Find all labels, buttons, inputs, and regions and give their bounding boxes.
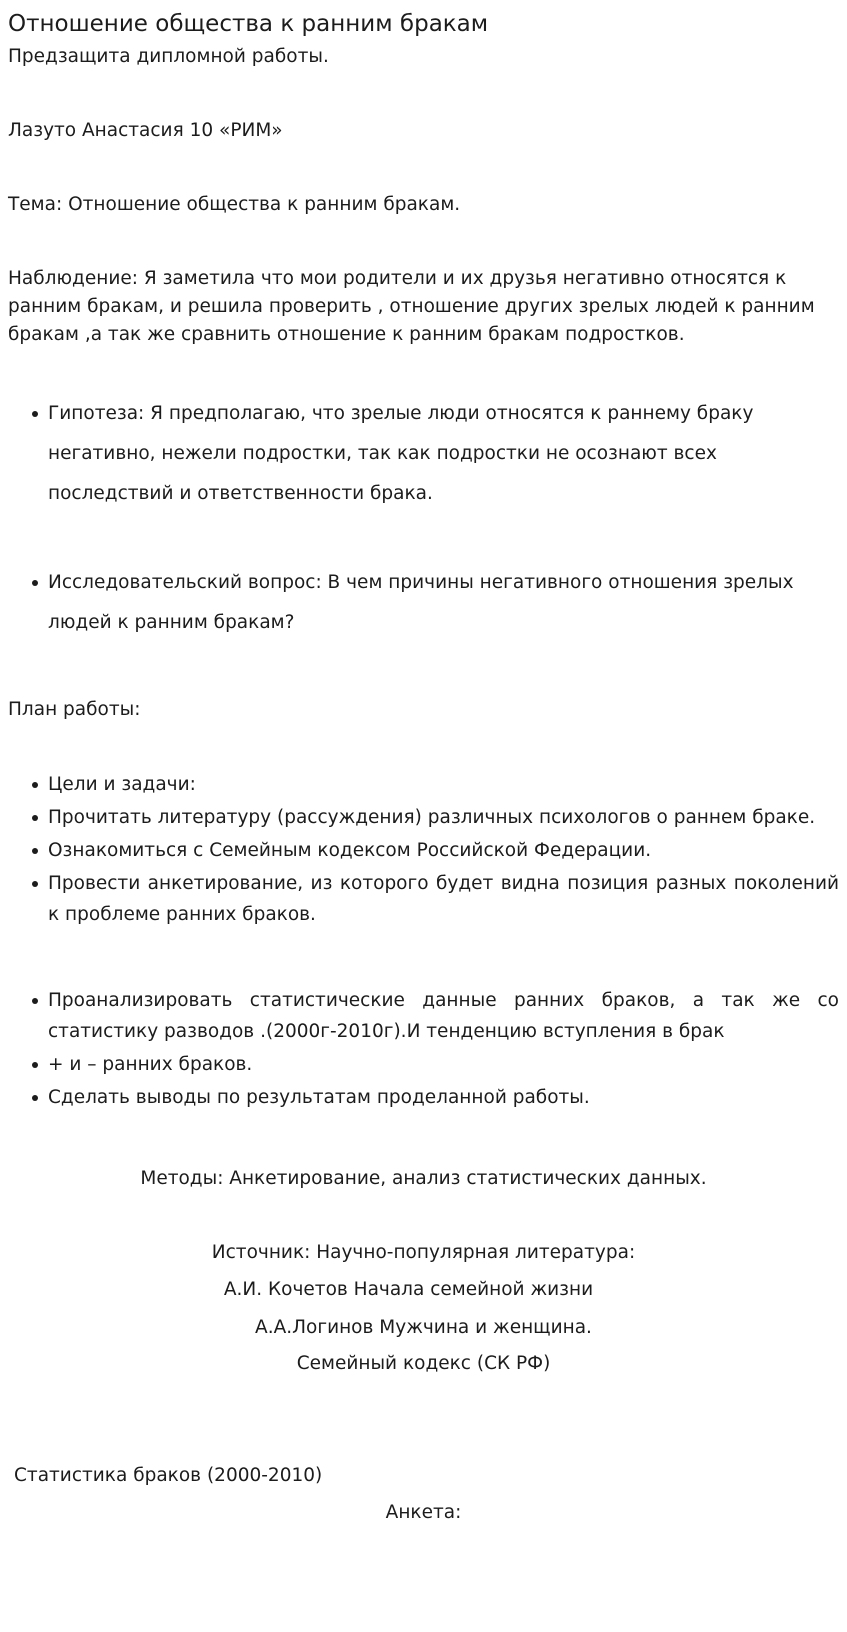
plan-item: Цели и задачи:: [8, 769, 839, 800]
observation-paragraph: Наблюдение: Я заметила что мои родители и их друзья негативно относятся к ранним бракам, и решила проверить , отношение других зрелых людей к ранним бракам ,а так же сравнить отношение к ранним бракам подростков.: [8, 268, 815, 345]
hypothesis-item: Гипотеза: Я предполагаю, что зрелые люди относятся к раннему браку негативно, нежели подростки, так как подростки не осознают всех последствий и ответственности брака.: [8, 394, 839, 514]
survey-heading: Анкета:: [385, 1502, 462, 1523]
research-question-item: Исследовательский вопрос: В чем причины негативного отношения зрелых людей к ранним бракам?: [8, 563, 839, 643]
source-item: Семейный кодекс (СК РФ): [296, 1353, 551, 1374]
plan-item: Провести анкетирование, из которого будет видна позиция разных поколений к проблеме ранних браков.: [8, 868, 839, 930]
research-question-list: [8, 563, 839, 643]
topic-line: Тема: Отношение общества к ранним бракам.: [8, 194, 461, 215]
subtitle: Предзащита дипломной работы.: [8, 46, 329, 67]
plan-item: Сделать выводы по результатам проделанной работы.: [8, 1082, 839, 1113]
author-line: Лазуто Анастасия 10 «РИМ»: [8, 120, 283, 141]
statistics-heading: Статистика браков (2000-2010): [14, 1465, 323, 1486]
sources-heading: Источник: Научно-популярная литература:: [211, 1242, 636, 1263]
plan-item: Ознакомиться с Семейным кодексом Российской Федерации.: [8, 835, 839, 866]
plan-item: + и – ранних браков.: [8, 1049, 839, 1080]
methods-line: Методы: Анкетирование, анализ статистических данных.: [140, 1168, 707, 1189]
plan-list: [8, 769, 839, 930]
plan-heading: План работы:: [8, 699, 141, 720]
hypothesis-list: [8, 394, 839, 514]
plan-item: Прочитать литературу (рассуждения) различных психологов о раннем браке.: [8, 802, 839, 833]
plan-item: Проанализировать статистические данные ранних браков, а так же со статистику разводов .(2000г-2010г).И тенденцию вступления в брак: [8, 985, 839, 1047]
plan-list-continued: [8, 985, 839, 1113]
page-title: Отношение общества к ранним бракам: [8, 11, 489, 37]
source-item: А.А.Логинов Мужчина и женщина.: [255, 1317, 592, 1338]
source-item: А.И. Кочетов Начала семейной жизни: [223, 1279, 594, 1300]
